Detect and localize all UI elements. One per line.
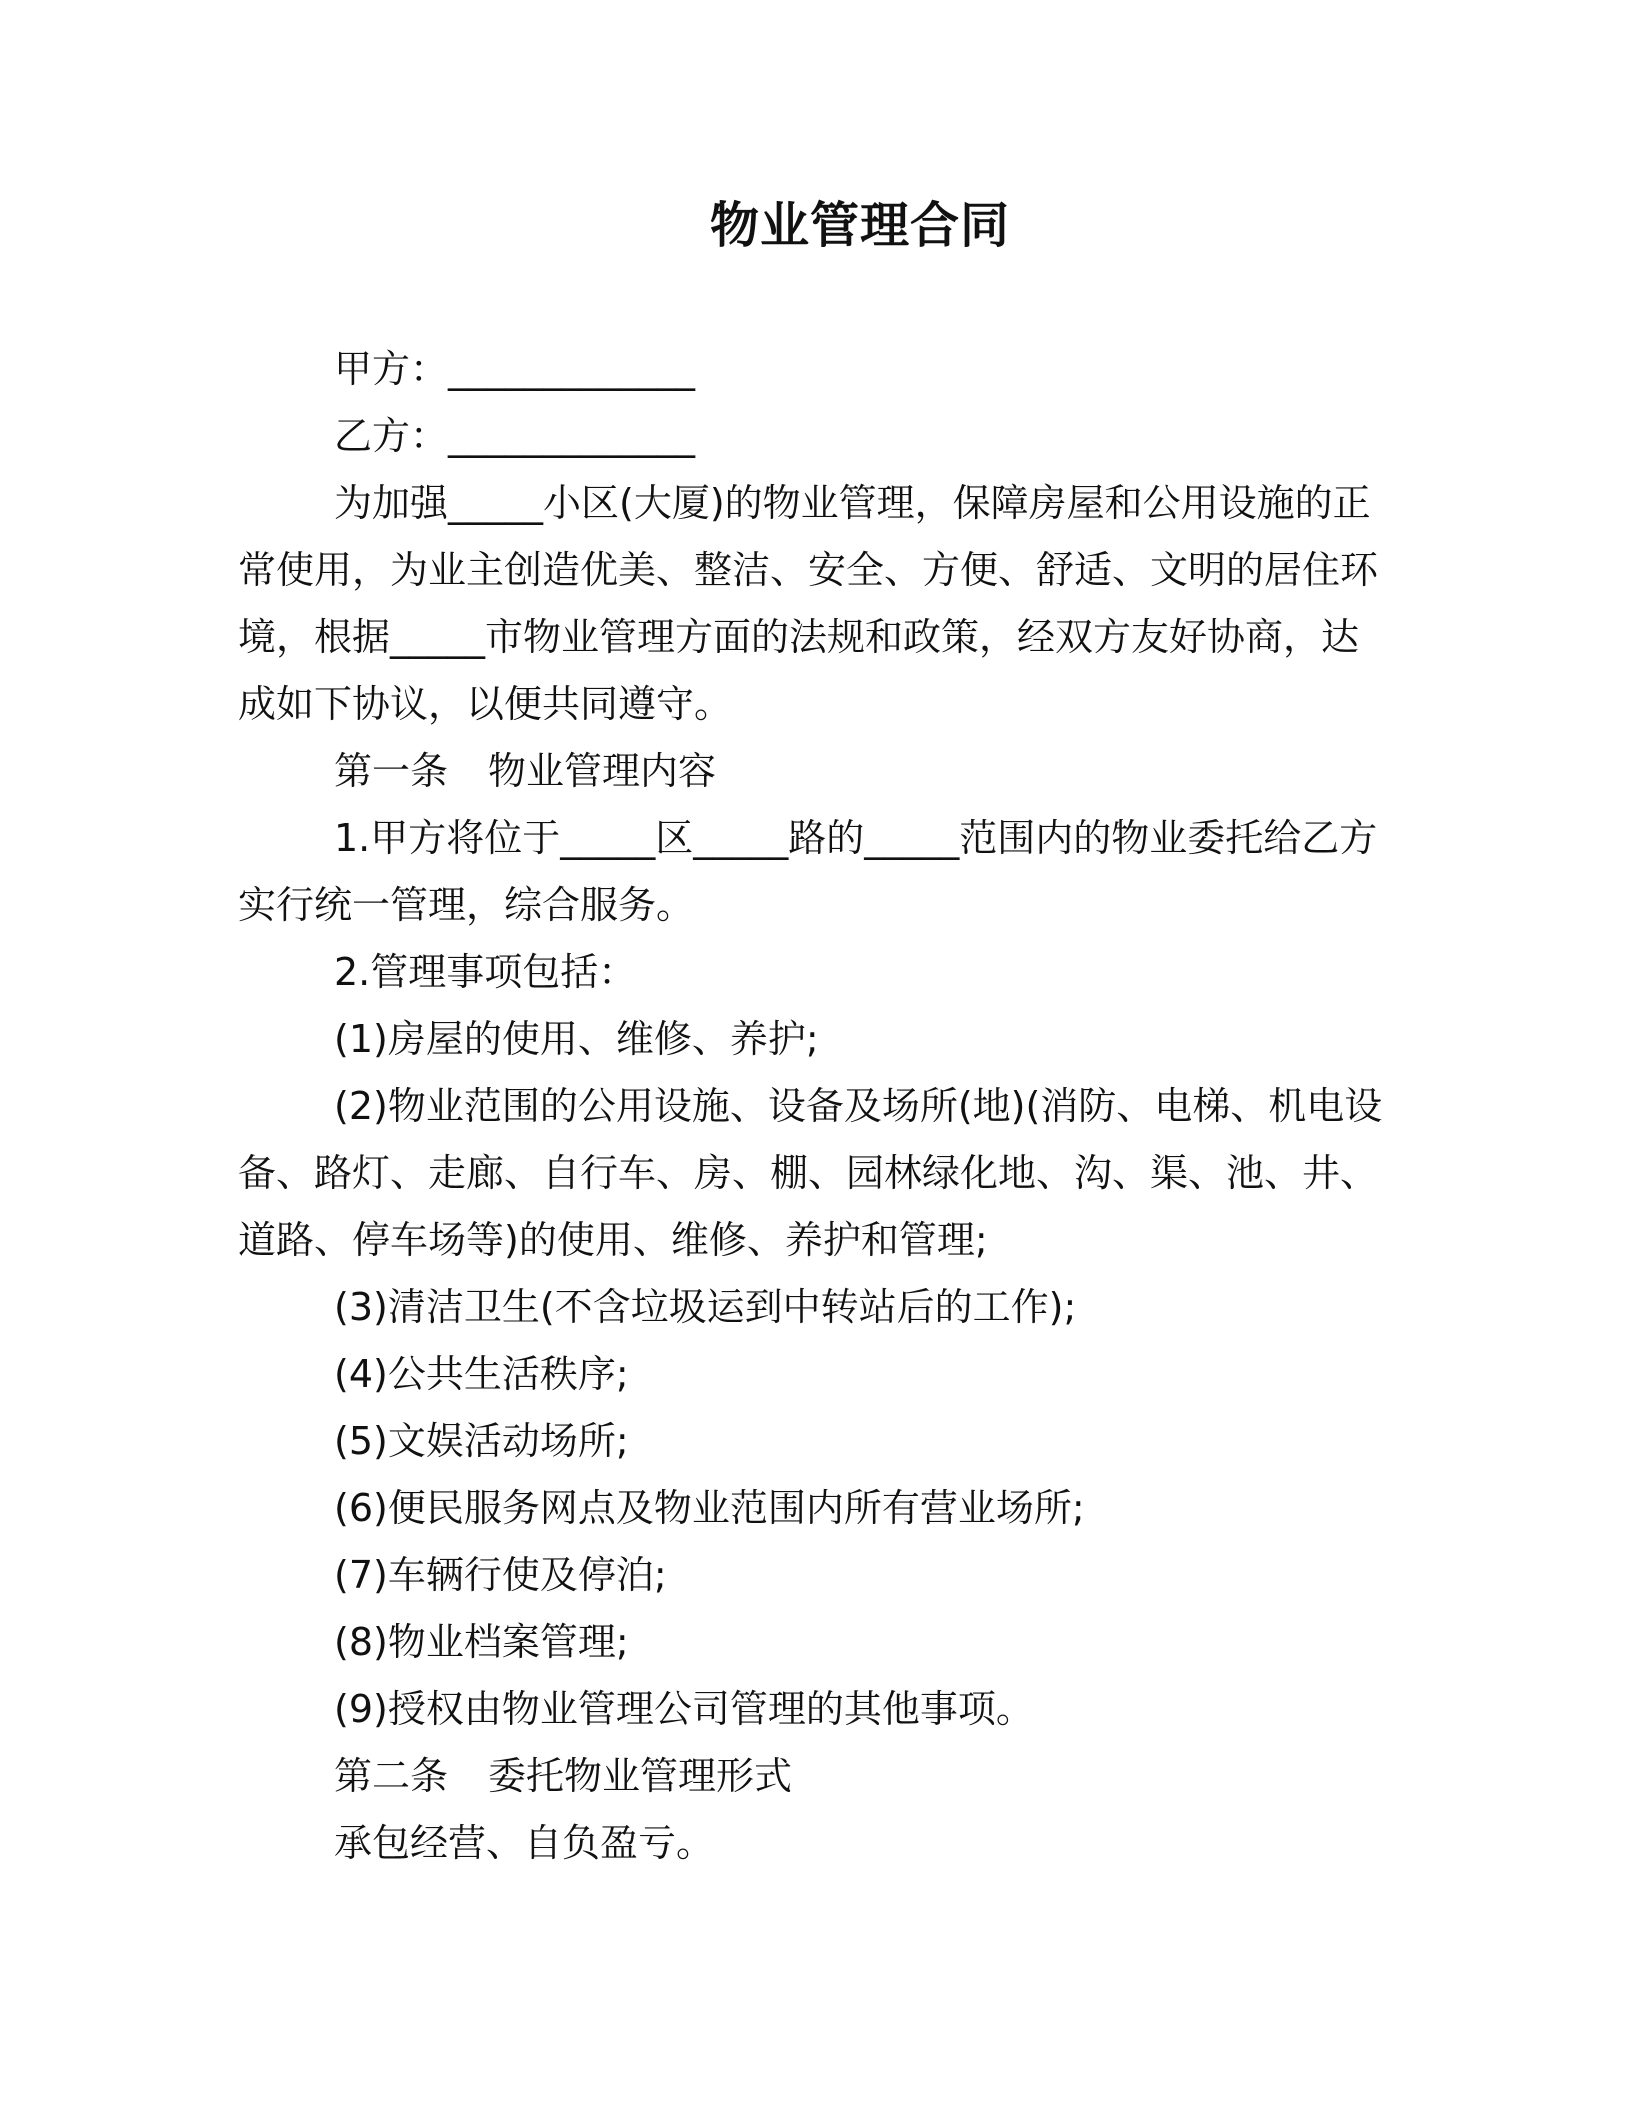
article-2-heading <box>238 1743 1388 1810</box>
management-item-5: (5)文娱活动场所; <box>334 1419 629 1463</box>
article-2-text: 承包经营、自负盈亏。 <box>334 1821 715 1865</box>
party-a-line: 甲方：_____________ <box>334 347 696 391</box>
article-1-title: 物业管理内容 <box>488 749 717 793</box>
article-1-number: 第一条 <box>334 749 449 793</box>
article-1-clause-2: 2.管理事项包括： <box>334 950 637 994</box>
management-item-1: (1)房屋的使用、维修、养护; <box>334 1017 819 1061</box>
preamble-paragraph: 为加强_____小区(大厦)的物业管理，保障房屋和公用设施的正常使用，为业主创造优美、整洁、安全、方便、舒适、文明的居住环境，根据_____市物业管理方面的法规和政策，经双方友好协商，达成如下协议，以便共同遵守。 <box>238 481 1379 726</box>
contract-body <box>238 336 1388 1877</box>
article-2-number: 第二条 <box>334 1754 449 1798</box>
management-item-8: (8)物业档案管理; <box>334 1620 629 1664</box>
management-item-3: (3)清洁卫生(不含垃圾运到中转站后的工作); <box>334 1285 1077 1329</box>
party-b-line: 乙方：_____________ <box>334 414 696 458</box>
article-2-title: 委托物业管理形式 <box>488 1754 793 1798</box>
management-item-7: (7)车辆行使及停泊; <box>334 1553 667 1597</box>
management-item-4: (4)公共生活秩序; <box>334 1352 629 1396</box>
contract-title: 物业管理合同 <box>709 197 1010 254</box>
management-item-6: (6)便民服务网点及物业范围内所有营业场所; <box>334 1486 1085 1530</box>
article-1-clause-1: 1.甲方将位于_____区_____路的_____范围内的物业委托给乙方实行统一管理，综合服务。 <box>238 816 1378 927</box>
management-item-9: (9)授权由物业管理公司管理的其他事项。 <box>334 1687 1034 1731</box>
article-1-heading <box>238 738 1388 805</box>
management-item-2: (2)物业范围的公用设施、设备及场所(地)(消防、电梯、机电设备、路灯、走廊、自行车、房、棚、园林绿化地、沟、渠、池、井、道路、停车场等)的使用、维修、养护和管理; <box>238 1084 1383 1262</box>
